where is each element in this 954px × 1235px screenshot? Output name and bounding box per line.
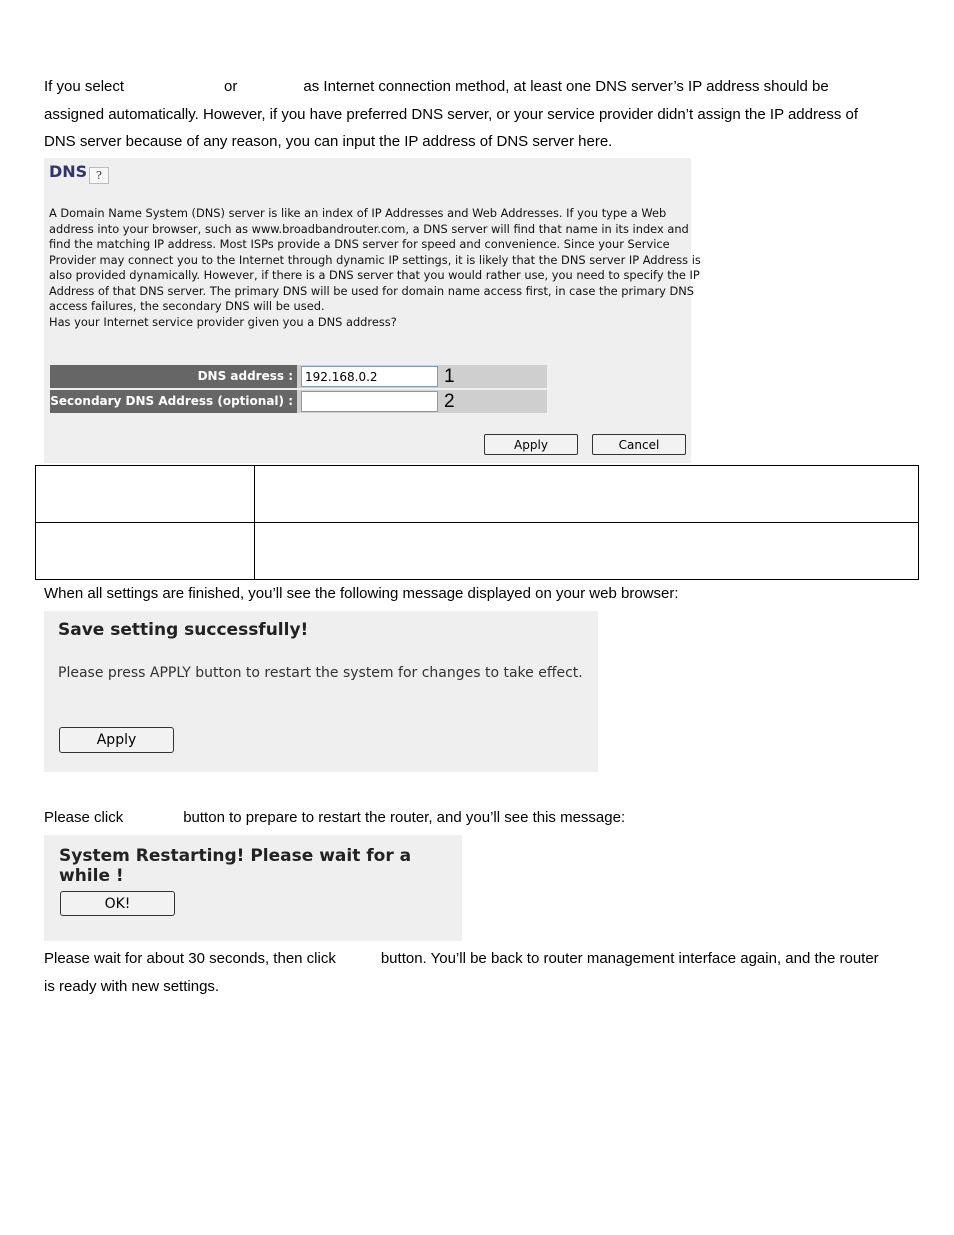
click-apply-text — [44, 804, 625, 832]
dns-question: Has your Internet service provider given you a DNS address? — [49, 314, 397, 329]
wait-suffix: button. You’ll be back to router management interface again, and the router — [380, 950, 879, 967]
secondary-dns-marker: 2 — [444, 391, 455, 412]
dns-description-line: Provider may connect you to the Internet through dynamic IP settings, it is likely that the DNS server IP Address is — [49, 252, 701, 267]
wait-line2: is ready with new settings. — [44, 977, 220, 995]
wait-prefix: Please wait for about 30 seconds, then click — [44, 950, 336, 967]
dns-address-marker: 1 — [444, 366, 455, 387]
table-row — [36, 523, 919, 580]
table-cell — [255, 466, 919, 523]
dns-description-line: Address of that DNS server. The primary DNS will be used for domain name access first, in case the primary DNS — [49, 283, 695, 298]
dns-description-line: also provided dynamically. However, if there is a DNS server that you would rather use, you need to specify the IP — [49, 268, 700, 282]
system-restart-panel — [44, 835, 462, 941]
dns-address-label: DNS address : — [197, 369, 293, 383]
dns-description-line: A Domain Name System (DNS) server is like an index of IP Addresses and Web Addresses. If you type a Web — [49, 206, 667, 220]
dns-description — [49, 206, 701, 330]
intro-paragraph — [44, 73, 858, 156]
wait-text — [44, 945, 879, 1000]
save-title: Save setting successfully! — [58, 620, 309, 640]
dns-address-row — [50, 365, 547, 388]
dns-settings-panel — [44, 158, 701, 463]
click-prefix: Please click — [44, 809, 124, 826]
save-apply-button[interactable]: Apply — [59, 727, 174, 753]
cancel-button[interactable]: Cancel — [592, 434, 686, 455]
dns-description-line: find the matching IP address. Most ISPs provide a DNS server for speed and convenience. Since your Service — [49, 237, 670, 251]
table-cell — [36, 523, 255, 580]
table-cell — [255, 523, 919, 580]
ok-button[interactable]: OK! — [60, 891, 175, 916]
intro-line1-rest: as Internet connection method, at least one DNS server’s IP address should be — [303, 78, 829, 95]
finish-text: When all settings are finished, you’ll see the following message displayed on your web browser: — [44, 585, 679, 602]
save-success-panel — [44, 611, 598, 772]
help-icon[interactable]: ? — [89, 167, 109, 184]
secondary-dns-label: Secondary DNS Address (optional) : — [50, 394, 293, 408]
table-cell — [36, 466, 255, 523]
apply-button[interactable]: Apply — [484, 434, 578, 455]
intro-line3: DNS server because of any reason, you can input the IP address of DNS server here. — [44, 133, 613, 150]
secondary-dns-row — [50, 390, 547, 413]
restart-title: System Restarting! Please wait for a while ! — [59, 846, 412, 886]
intro-prefix: If you select — [44, 78, 125, 95]
settings-description-table — [35, 465, 919, 580]
dns-description-line: access failures, the secondary DNS will be used. — [49, 299, 325, 313]
dns-title: DNS — [49, 162, 88, 181]
intro-or: or — [224, 78, 238, 95]
save-message: Please press APPLY button to restart the system for changes to take effect. — [58, 665, 583, 681]
dns-description-line: address into your browser, such as www.broadbandrouter.com, a DNS server will find that name in its index and — [49, 221, 689, 236]
intro-line2: assigned automatically. However, if you have preferred DNS server, or your service provider didn’t assign the IP address of — [44, 105, 859, 123]
secondary-dns-input[interactable] — [301, 391, 438, 412]
click-suffix: button to prepare to restart the router, and you’ll see this message: — [183, 809, 626, 826]
table-row — [36, 466, 919, 523]
dns-address-input[interactable] — [301, 366, 438, 387]
